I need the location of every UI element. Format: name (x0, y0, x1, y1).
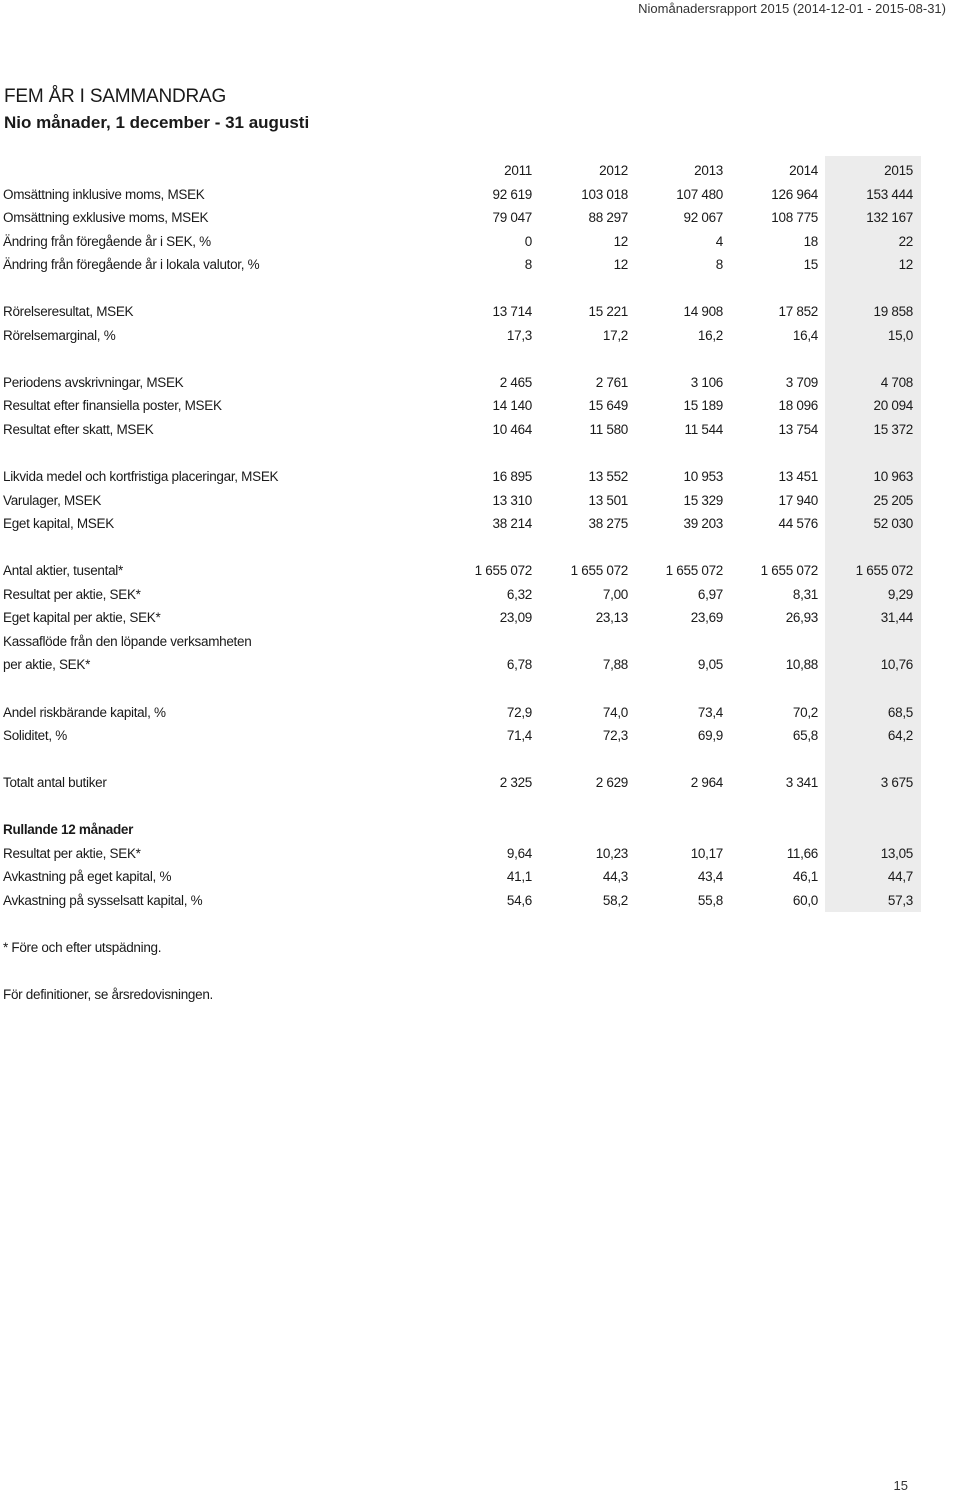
row-label: Andel riskbärande kapital, % (3, 704, 166, 720)
table-row (3, 489, 921, 513)
cell-value: 23,13 (595, 610, 628, 626)
cell-value: 4 708 (880, 374, 913, 390)
cell-value: 64,2 (887, 728, 913, 744)
cell-value: 1 655 072 (665, 563, 723, 579)
table-row (3, 206, 921, 230)
page-title: FEM ÅR I SAMMANDRAG (4, 86, 227, 107)
cell-value: 13 754 (778, 422, 818, 438)
cell-value: 68,5 (887, 704, 913, 720)
table-row (3, 300, 921, 324)
cell-value: 65,8 (792, 728, 818, 744)
cell-value: 6,32 (506, 586, 532, 602)
row-label: Omsättning inklusive moms, MSEK (3, 186, 205, 202)
cell-value: 15 221 (588, 304, 628, 320)
row-label: Omsättning exklusive moms, MSEK (3, 210, 209, 226)
page-subtitle: Nio månader, 1 december - 31 augusti (4, 113, 310, 132)
cell-value: 103 018 (581, 186, 628, 202)
table-row (3, 183, 921, 207)
footnotes (3, 936, 213, 1007)
cell-value: 12 (898, 257, 913, 273)
cell-value: 3 341 (785, 775, 818, 791)
cell-value: 72,3 (602, 728, 628, 744)
cell-value: 25 205 (873, 492, 913, 508)
row-label: Rörelseresultat, MSEK (3, 304, 134, 320)
cell-value: 3 675 (880, 775, 913, 791)
spacer-row (3, 536, 921, 560)
table-row (3, 253, 921, 277)
table-row (3, 842, 921, 866)
cell-value: 6,78 (506, 657, 532, 673)
row-label: Soliditet, % (3, 728, 67, 744)
cell-value: 13,05 (880, 845, 913, 861)
cell-value: 10,23 (595, 845, 628, 861)
cell-value: 10 953 (683, 469, 723, 485)
row-label: Resultat per aktie, SEK* (3, 586, 141, 602)
cell-value: 15 (803, 257, 818, 273)
year-header: 2011 (504, 163, 532, 178)
cell-value: 70,2 (792, 704, 818, 720)
cell-value: 14 908 (683, 304, 723, 320)
cell-value: 13 310 (492, 492, 532, 508)
cell-value: 8 (715, 257, 723, 273)
cell-value: 92 619 (492, 186, 532, 202)
cell-value: 13 451 (778, 469, 818, 485)
spacer-row (3, 277, 921, 301)
cell-value: 88 297 (588, 210, 628, 226)
cell-value: 11 544 (684, 422, 723, 438)
row-label: Likvida medel och kortfristiga placeringar, MSEK (3, 469, 279, 485)
cell-value: 74,0 (602, 704, 628, 720)
table-row (3, 865, 921, 889)
table-row (3, 324, 921, 348)
table-header-row (3, 159, 921, 183)
table-row (3, 653, 921, 677)
cell-value: 16 895 (492, 469, 532, 485)
cell-value: 3 709 (785, 374, 818, 390)
cell-value: 18 096 (778, 398, 818, 414)
cell-value: 6,97 (697, 586, 723, 602)
cell-value: 55,8 (697, 892, 723, 908)
cell-value: 11 580 (589, 422, 628, 438)
year-header: 2013 (694, 163, 723, 178)
cell-value: 10 464 (492, 422, 532, 438)
cell-value: 46,1 (792, 869, 818, 885)
row-label: Avkastning på eget kapital, % (3, 869, 172, 885)
cell-value: 7,00 (602, 586, 628, 602)
cell-value: 26,93 (785, 610, 818, 626)
year-header: 2015 (884, 163, 913, 178)
cell-value: 13 552 (588, 469, 628, 485)
cell-value: 15,0 (887, 327, 913, 343)
cell-value: 2 465 (499, 374, 532, 390)
spacer-row (3, 795, 921, 819)
cell-value: 12 (613, 257, 628, 273)
section-heading: Rullande 12 månader (3, 822, 134, 838)
cell-value: 126 964 (771, 186, 818, 202)
cell-value: 20 094 (873, 398, 913, 414)
cell-value: 15 189 (683, 398, 723, 414)
cell-value: 10,88 (785, 657, 818, 673)
cell-value: 15 649 (588, 398, 628, 414)
row-label: Resultat efter finansiella poster, MSEK (3, 398, 222, 414)
cell-value: 17 852 (778, 304, 818, 320)
cell-value: 15 372 (873, 422, 913, 438)
row-label: Totalt antal butiker (3, 775, 107, 791)
row-label: Periodens avskrivningar, MSEK (3, 374, 184, 390)
table-row (3, 559, 921, 583)
table-row (3, 724, 921, 748)
row-label: Resultat per aktie, SEK* (3, 845, 141, 861)
year-header: 2012 (599, 163, 628, 178)
cell-value: 1 655 072 (474, 563, 532, 579)
cell-value: 7,88 (602, 657, 628, 673)
row-label: Varulager, MSEK (3, 492, 102, 508)
table-row (3, 606, 921, 630)
cell-value: 17,2 (602, 327, 628, 343)
cell-value: 1 655 072 (855, 563, 913, 579)
cell-value: 153 444 (866, 186, 913, 202)
table-row (3, 465, 921, 489)
cell-value: 9,05 (697, 657, 723, 673)
table-row (3, 230, 921, 254)
year-header: 2014 (789, 163, 818, 178)
cell-value: 57,3 (887, 892, 913, 908)
table-row (3, 512, 921, 536)
spacer-row (3, 442, 921, 466)
cell-value: 19 858 (873, 304, 913, 320)
row-label: Antal aktier, tusental* (3, 563, 123, 579)
page-number: 15 (893, 1478, 908, 1493)
cell-value: 13 501 (588, 492, 628, 508)
cell-value: 1 655 072 (760, 563, 818, 579)
cell-value: 41,1 (506, 869, 532, 885)
cell-value: 69,9 (697, 728, 723, 744)
cell-value: 2 325 (499, 775, 532, 791)
cell-value: 44,7 (887, 869, 913, 885)
row-label: Eget kapital per aktie, SEK* (3, 610, 161, 626)
cell-value: 92 067 (683, 210, 723, 226)
cell-value: 2 629 (595, 775, 628, 791)
cell-value: 108 775 (771, 210, 818, 226)
row-label: Kassaflöde från den löpande verksamheten (3, 633, 252, 649)
row-label: Ändring från föregående år i lokala valutor, % (3, 257, 260, 273)
table-row (3, 418, 921, 442)
spacer-row (3, 347, 921, 371)
table-row (3, 771, 921, 795)
row-label: per aktie, SEK* (3, 657, 91, 673)
cell-value: 4 (715, 233, 723, 249)
cell-value: 10 963 (873, 469, 913, 485)
cell-value: 79 047 (492, 210, 532, 226)
row-label: Avkastning på sysselsatt kapital, % (3, 892, 203, 908)
cell-value: 60,0 (792, 892, 818, 908)
cell-value: 52 030 (873, 516, 913, 532)
spacer-row (3, 748, 921, 772)
cell-value: 38 275 (588, 516, 628, 532)
row-label: Ändring från föregående år i SEK, % (3, 233, 211, 249)
table-row (3, 371, 921, 395)
cell-value: 18 (803, 233, 818, 249)
row-label: Eget kapital, MSEK (3, 516, 114, 532)
table-row (3, 701, 921, 725)
cell-value: 71,4 (506, 728, 532, 744)
table-body (3, 183, 921, 913)
cell-value: 16,4 (792, 327, 818, 343)
table-row (3, 889, 921, 913)
cell-value: 31,44 (880, 610, 913, 626)
cell-value: 43,4 (697, 869, 723, 885)
cell-value: 58,2 (602, 892, 628, 908)
cell-value: 9,29 (887, 586, 913, 602)
cell-value: 16,2 (697, 327, 723, 343)
running-header: Niomånadersrapport 2015 (2014-12-01 - 2015-08-31) (638, 1, 946, 16)
table-row (3, 583, 921, 607)
cell-value: 3 106 (690, 374, 723, 390)
dilution-note: * Före och efter utspädning. (3, 940, 162, 955)
cell-value: 132 167 (866, 210, 913, 226)
spacer (3, 960, 213, 984)
title-block (4, 86, 309, 134)
cell-value: 38 214 (492, 516, 532, 532)
row-label: Resultat efter skatt, MSEK (3, 422, 154, 438)
spacer-row (3, 677, 921, 701)
cell-value: 1 655 072 (570, 563, 628, 579)
cell-value: 10,76 (880, 657, 913, 673)
cell-value: 73,4 (697, 704, 723, 720)
table-row (3, 394, 921, 418)
cell-value: 22 (898, 233, 913, 249)
cell-value: 39 203 (683, 516, 723, 532)
cell-value: 14 140 (492, 398, 532, 414)
table-row (3, 630, 921, 654)
cell-value: 8,31 (792, 586, 818, 602)
cell-value: 107 480 (676, 186, 723, 202)
cell-value: 8 (524, 257, 532, 273)
cell-value: 44 576 (778, 516, 818, 532)
cell-value: 17,3 (506, 327, 532, 343)
cell-value: 23,09 (499, 610, 532, 626)
five-year-summary-table (3, 159, 921, 913)
cell-value: 13 714 (492, 304, 532, 320)
cell-value: 23,69 (690, 610, 723, 626)
table-row (3, 818, 921, 842)
cell-value: 17 940 (778, 492, 818, 508)
cell-value: 15 329 (683, 492, 723, 508)
cell-value: 12 (613, 233, 628, 249)
row-label: Rörelsemarginal, % (3, 327, 116, 343)
cell-value: 44,3 (602, 869, 628, 885)
cell-value: 72,9 (506, 704, 532, 720)
cell-value: 2 964 (690, 775, 723, 791)
cell-value: 54,6 (506, 892, 532, 908)
cell-value: 2 761 (595, 374, 628, 390)
cell-value: 11,66 (786, 845, 818, 861)
cell-value: 0 (524, 233, 532, 249)
cell-value: 10,17 (690, 845, 723, 861)
cell-value: 9,64 (506, 845, 532, 861)
definitions-note: För definitioner, se årsredovisningen. (3, 987, 213, 1002)
